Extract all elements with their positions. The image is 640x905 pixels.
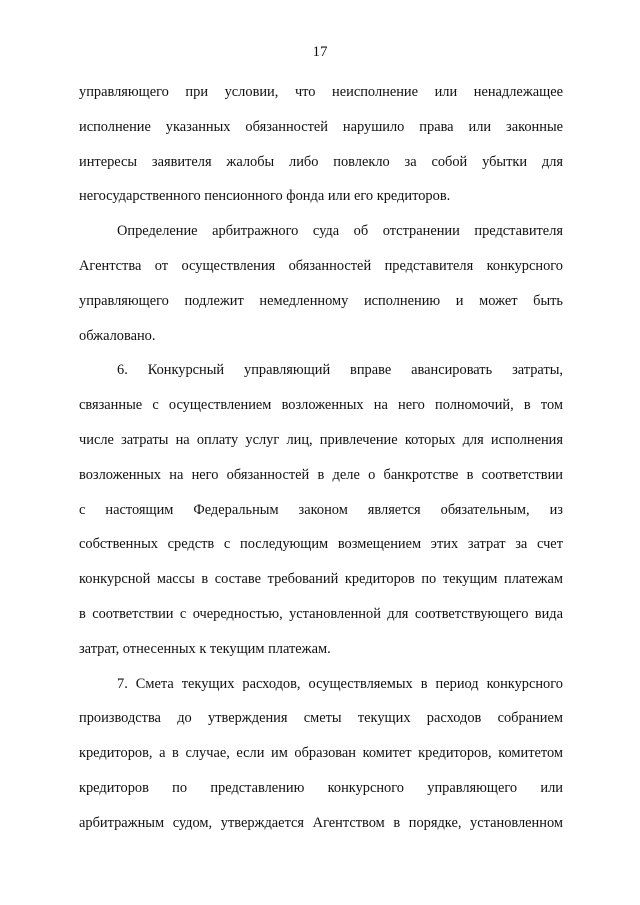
text-line: Агентства от осуществления обязанностей представителя конкурсного (79, 257, 563, 274)
text-line: 7. Смета текущих расходов, осуществляемых в период конкурсного (117, 675, 563, 692)
text-line: с настоящим Федеральным законом является обязательным, из (79, 501, 563, 518)
text-line: в соответствии с очередностью, установленной для соответствующего вида (79, 605, 563, 622)
text-line: затрат, отнесенных к текущим платежам. (79, 640, 331, 657)
text-line: возложенных на него обязанностей в деле о банкротстве в соответствии (79, 466, 563, 483)
text-line: кредиторов, а в случае, если им образован комитет кредиторов, комитетом (79, 745, 563, 762)
text-line: интересы заявителя жалобы либо повлекло за собой убытки для (79, 153, 563, 170)
text-line: собственных средств с последующим возмещением этих затрат за счет (79, 536, 563, 553)
text-line: управляющего при условии, что неисполнение или ненадлежащее (79, 84, 563, 100)
page-number: 17 (312, 44, 328, 60)
text-line: 6. Конкурсный управляющий вправе авансировать затраты, (117, 362, 563, 379)
text-line: числе затраты на оплату услуг лиц, привлечение которых для исполнения (79, 431, 563, 448)
text-line: кредиторов по представлению конкурсного управляющего или (79, 779, 563, 796)
text-line: негосударственного пенсионного фонда или его кредиторов. (79, 188, 451, 205)
text-line: конкурсной массы в составе требований кредиторов по текущим платежам (79, 571, 563, 588)
text-line: Определение арбитражного суда об отстранении представителя (117, 223, 563, 240)
text-line: управляющего подлежит немедленному исполнению и может быть (79, 292, 563, 309)
text-line: обжаловано. (79, 327, 156, 344)
text-line: исполнение указанных обязанностей нарушило права или законные (79, 118, 563, 135)
text-line: производства до утверждения сметы текущих расходов собранием (79, 710, 563, 727)
document-body (79, 82, 563, 848)
text-line: арбитражным судом, утверждается Агентством в порядке, установленном (79, 814, 563, 831)
text-line: связанные с осуществлением возложенных на него полномочий, в том (79, 397, 563, 414)
